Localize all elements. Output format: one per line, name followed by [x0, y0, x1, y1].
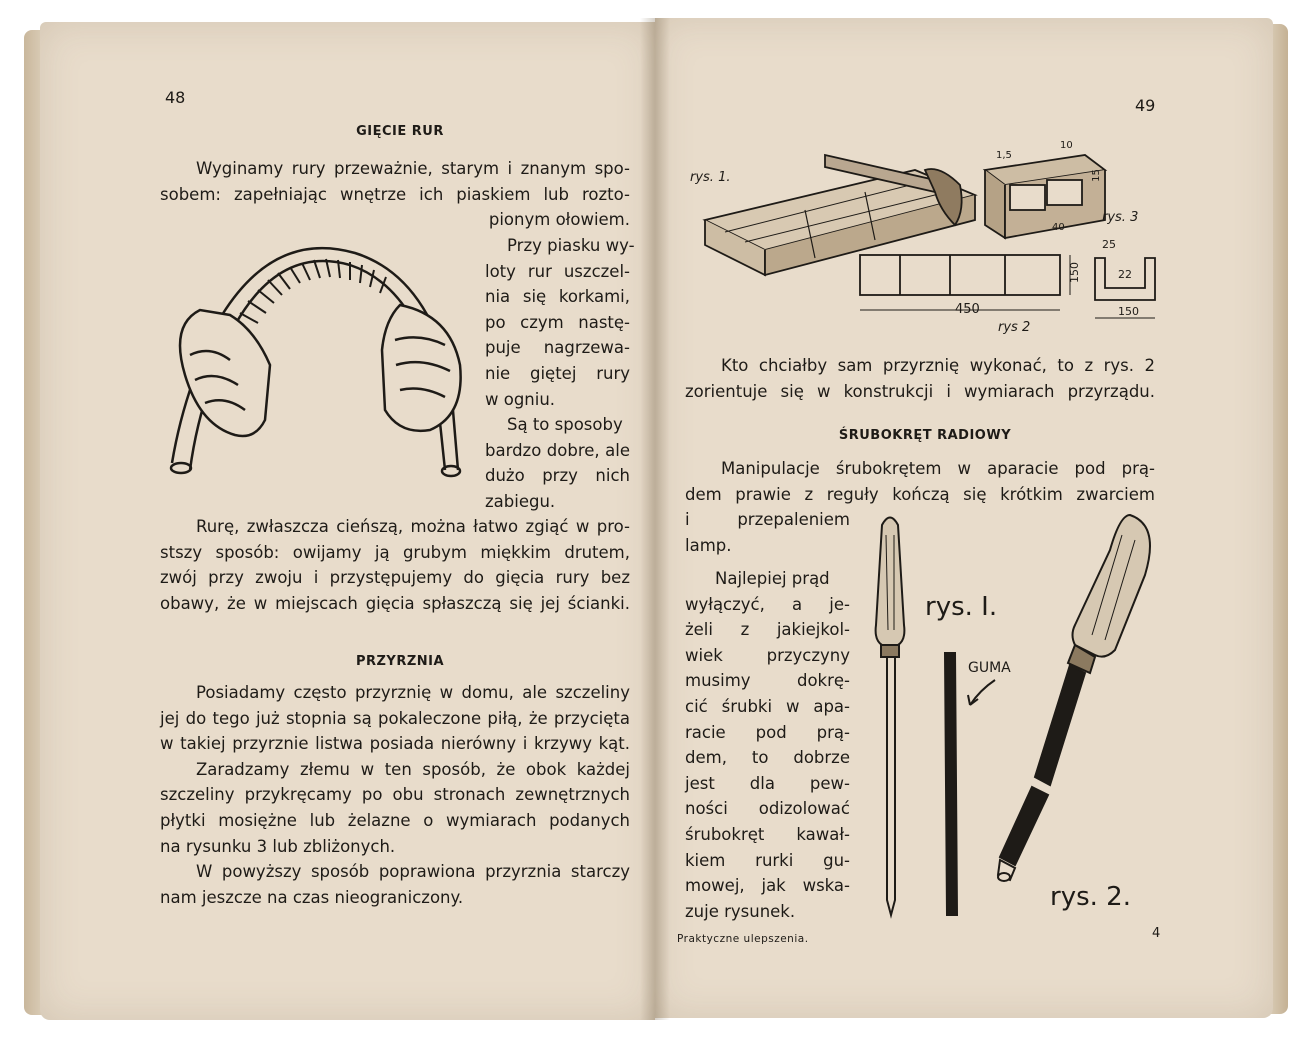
- text-line: kiem rurki gu-: [685, 850, 850, 870]
- text-line: puje nagrzewa-: [485, 338, 630, 358]
- dim-1-5: 1,5: [996, 150, 1012, 161]
- text-line: żeli z jakiejkol-: [685, 620, 850, 640]
- text-line: W powyższy sposób poprawiona przyrznia starczy: [196, 862, 630, 882]
- text-line: Przy piasku wy-: [507, 236, 635, 255]
- book-gutter: [640, 18, 670, 1020]
- text-line: wyłączyć, a je-: [685, 594, 850, 614]
- text-line: Manipulacje śrubokrętem w aparacie pod prą-: [721, 459, 1155, 478]
- pipe-bending-illustration: [160, 235, 470, 495]
- dim-25: 25: [1102, 238, 1116, 251]
- text-line: mowej, jak wska-: [685, 876, 850, 896]
- text-line: w ogniu.: [485, 389, 556, 409]
- text-line: zorientuje się w konstrukcji i wymiarach przyrządu.: [685, 381, 1155, 401]
- screwdriver-illustration: [860, 505, 1170, 935]
- text-line: wiek przyczyny: [685, 645, 850, 665]
- dim-10: 10: [1060, 140, 1073, 151]
- text-line: nie giętej rury: [485, 363, 630, 383]
- section-title-giecie-rur: GIĘCIE RUR: [356, 124, 444, 139]
- section-title-przyrznia: PRZYRZNIA: [355, 654, 445, 669]
- text-line: zuje rysunek.: [685, 901, 796, 921]
- text-line: Posiadamy często przyrznię w domu, ale szczeliny: [196, 683, 630, 702]
- dim-150b: 150: [1118, 305, 1139, 318]
- text-line: dużo przy nich: [485, 466, 630, 486]
- text-line: dem, to dobrze: [685, 748, 850, 768]
- text-line: płytki mosiężne lub żelazne o wymiarach podanych: [160, 810, 630, 830]
- text-line: na rysunku 3 lub zbliżonych.: [160, 836, 396, 856]
- fig-label-rys1: rys. 1.: [690, 170, 731, 185]
- dim-22: 22: [1118, 268, 1132, 281]
- page-footer-title: Praktyczne ulepszenia.: [677, 933, 809, 945]
- section3-intro-narrow: [685, 507, 850, 558]
- text-line: i przepaleniem: [685, 510, 850, 529]
- text-line: Zaradzamy złemu w ten sposób, że obok każdej: [196, 759, 630, 779]
- section-title-srubokret: ŚRUBOKRĘT RADIOWY: [838, 428, 1012, 443]
- sd-label-rys2: rys. 2.: [1050, 882, 1131, 912]
- dim-40: 40: [1052, 222, 1065, 233]
- fig-label-rys2: rys 2: [998, 320, 1031, 335]
- text-line: lamp.: [685, 535, 732, 555]
- text-line: obawy, że w miejscach gięcia spłaszczą się jej ścianki.: [160, 593, 630, 613]
- dim-150a: 150: [1068, 262, 1081, 283]
- text-line: jest dla pew-: [685, 773, 850, 793]
- page-number-left: 48: [165, 88, 186, 107]
- text-line: loty rur uszczel-: [485, 261, 630, 281]
- section1-text-full: [160, 156, 630, 207]
- text-line: musimy dokrę-: [685, 671, 850, 691]
- text-line: stszy sposób: owijamy ją grubym miękkim drutem,: [160, 542, 630, 562]
- text-line: nam jeszcze na czas nieograniczony.: [160, 887, 464, 907]
- text-line: zwój przy zwoju i przystępujemy do gięcia rury bez: [160, 568, 630, 588]
- sd-label-guma: GUMA: [968, 660, 1011, 676]
- page-number-right: 49: [1135, 96, 1156, 115]
- dim-15: 15: [1090, 169, 1102, 182]
- fig-label-rys3: rys. 3: [1102, 210, 1139, 225]
- text-line: Wyginamy rury przeważnie, starym i znanym spo-: [196, 159, 630, 178]
- text-line: jej do tego już stopnia są pokaleczone piłą, że przycięta: [160, 708, 630, 728]
- section3-column: [685, 566, 850, 924]
- text-line: pionym ołowiem.: [488, 210, 630, 229]
- text-line: bardzo dobre, ale: [485, 440, 630, 460]
- text-line: Najlepiej prąd: [715, 569, 830, 588]
- section3-intro: [685, 456, 1155, 507]
- section2-text: [160, 680, 630, 910]
- text-line: zabiegu.: [485, 491, 556, 511]
- section1-text-column: [470, 207, 630, 233]
- section1-paragraph2: [160, 514, 630, 616]
- signature-number: 4: [1152, 926, 1161, 941]
- text-line: w takiej przyrznie listwa posiada nierówny i krzywy kąt.: [160, 734, 630, 754]
- text-line: szczeliny przykręcamy po obu stronach zewnętrznych: [160, 785, 630, 805]
- sd-label-rys1: rys. I.: [925, 592, 998, 622]
- text-line: Rurę, zwłaszcza cieńszą, można łatwo zgiąć w pro-: [196, 517, 630, 536]
- text-line: sobem: zapełniając wnętrze ich piaskiem lub rozto-: [160, 184, 630, 204]
- text-line: cić śrubki w apa-: [685, 696, 850, 716]
- text-line: nia się korkami,: [485, 287, 630, 307]
- section1-text-narrow: [485, 233, 635, 515]
- dim-450: 450: [955, 302, 980, 317]
- text-line: Są to sposoby: [507, 415, 623, 435]
- text-line: racie pod prą-: [685, 722, 850, 742]
- text-line: dem prawie z reguły kończą się krótkim zwarciem: [685, 484, 1155, 504]
- text-line: Kto chciałby sam przyrznię wykonać, to z rys. 2: [721, 356, 1155, 375]
- right-paragraph1: [685, 353, 1155, 404]
- text-line: śrubokręt kawał-: [685, 824, 850, 844]
- text-line: ności odizolować: [685, 799, 850, 819]
- text-line: po czym nastę-: [485, 312, 630, 332]
